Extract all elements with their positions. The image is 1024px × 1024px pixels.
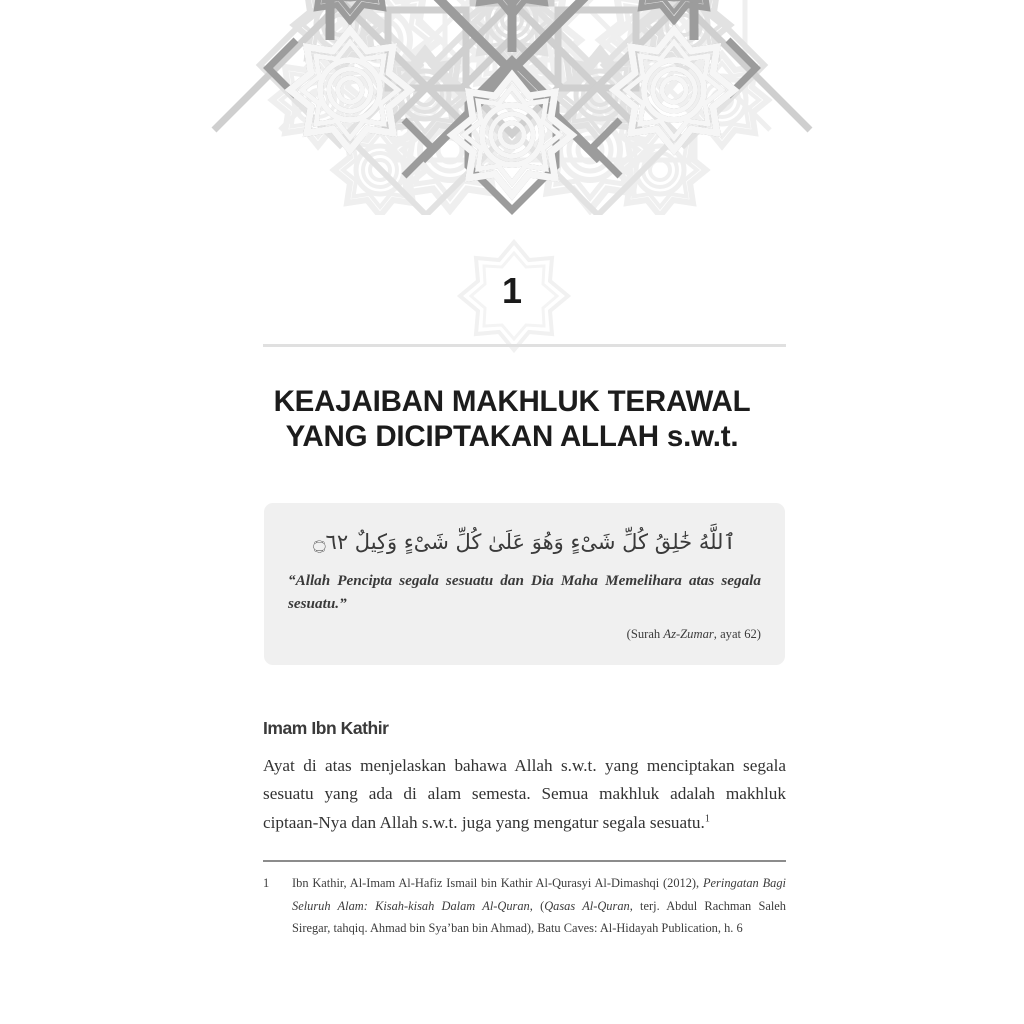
footnote-italic-title-1: Peringatan Bagi Seluruh Alam: Kisah-kisah Dalam Al-Quran xyxy=(292,876,786,913)
footnote xyxy=(263,872,786,940)
page-title-line-2: YANG DICIPTAKAN ALLAH s.w.t. xyxy=(285,419,739,453)
verse-source-prefix: (Surah xyxy=(626,627,664,641)
footnote-text xyxy=(292,872,786,940)
verse-arabic-text: ٱللَّهُ خَٰلِقُ كُلِّ شَىْءٍ وَهُوَ عَلَىٰ كُلِّ شَىْءٍ وَكِيلٌ ۝٦٢ xyxy=(313,530,736,554)
verse-translation-text: “Allah Pencipta segala sesuatu dan Dia Maha Memelihara atas segala sesuatu.” xyxy=(288,572,761,612)
body-paragraph-text: Ayat di atas menjelaskan bahawa Allah s.w.t. yang menciptakan segala sesuatu yang ada di alam semesta. Semua makhluk adalah makhluk ciptaan-Nya dan Allah s.w.t. juga yang mengatur segala sesuatu. xyxy=(263,756,786,832)
verse-source-suffix: , ayat 62) xyxy=(713,627,761,641)
islamic-geometric-pattern-icon xyxy=(0,0,1024,215)
section-heading: Imam Ibn Kathir xyxy=(263,717,389,738)
footnote-italic-title-2: Qasas Al-Quran xyxy=(544,898,630,913)
verse-source-citation xyxy=(288,627,761,642)
page-title xyxy=(0,384,1024,454)
footnote-number: 1 xyxy=(263,876,270,890)
footnote-part-3: , terj. Abdul Rachman Saleh Siregar, tahqiq. Ahmad bin Sya’ban bin Ahmad), Batu Caves: Al-Hidayah Publication, h. 6 xyxy=(292,898,786,935)
body-paragraph xyxy=(263,752,786,837)
page-title-line-1: KEAJAIBAN MAKHLUK TERAWAL xyxy=(273,384,751,418)
top-ornament-band xyxy=(0,0,1024,215)
verse-source-surah: Az-Zumar xyxy=(663,627,714,641)
footnote-part-2: , ( xyxy=(529,898,545,913)
chapter-divider-rule xyxy=(263,344,786,347)
quran-verse-box xyxy=(264,503,785,665)
footnote-part-1: Ibn Kathir, Al-Imam Al-Hafiz Ismail bin Kathir Al-Qurasyi Al-Dimashqi (2012), xyxy=(292,876,703,890)
footnote-reference-marker[interactable]: 1 xyxy=(704,812,710,824)
footnote-separator-rule xyxy=(263,860,786,862)
chapter-number: 1 xyxy=(501,270,523,311)
